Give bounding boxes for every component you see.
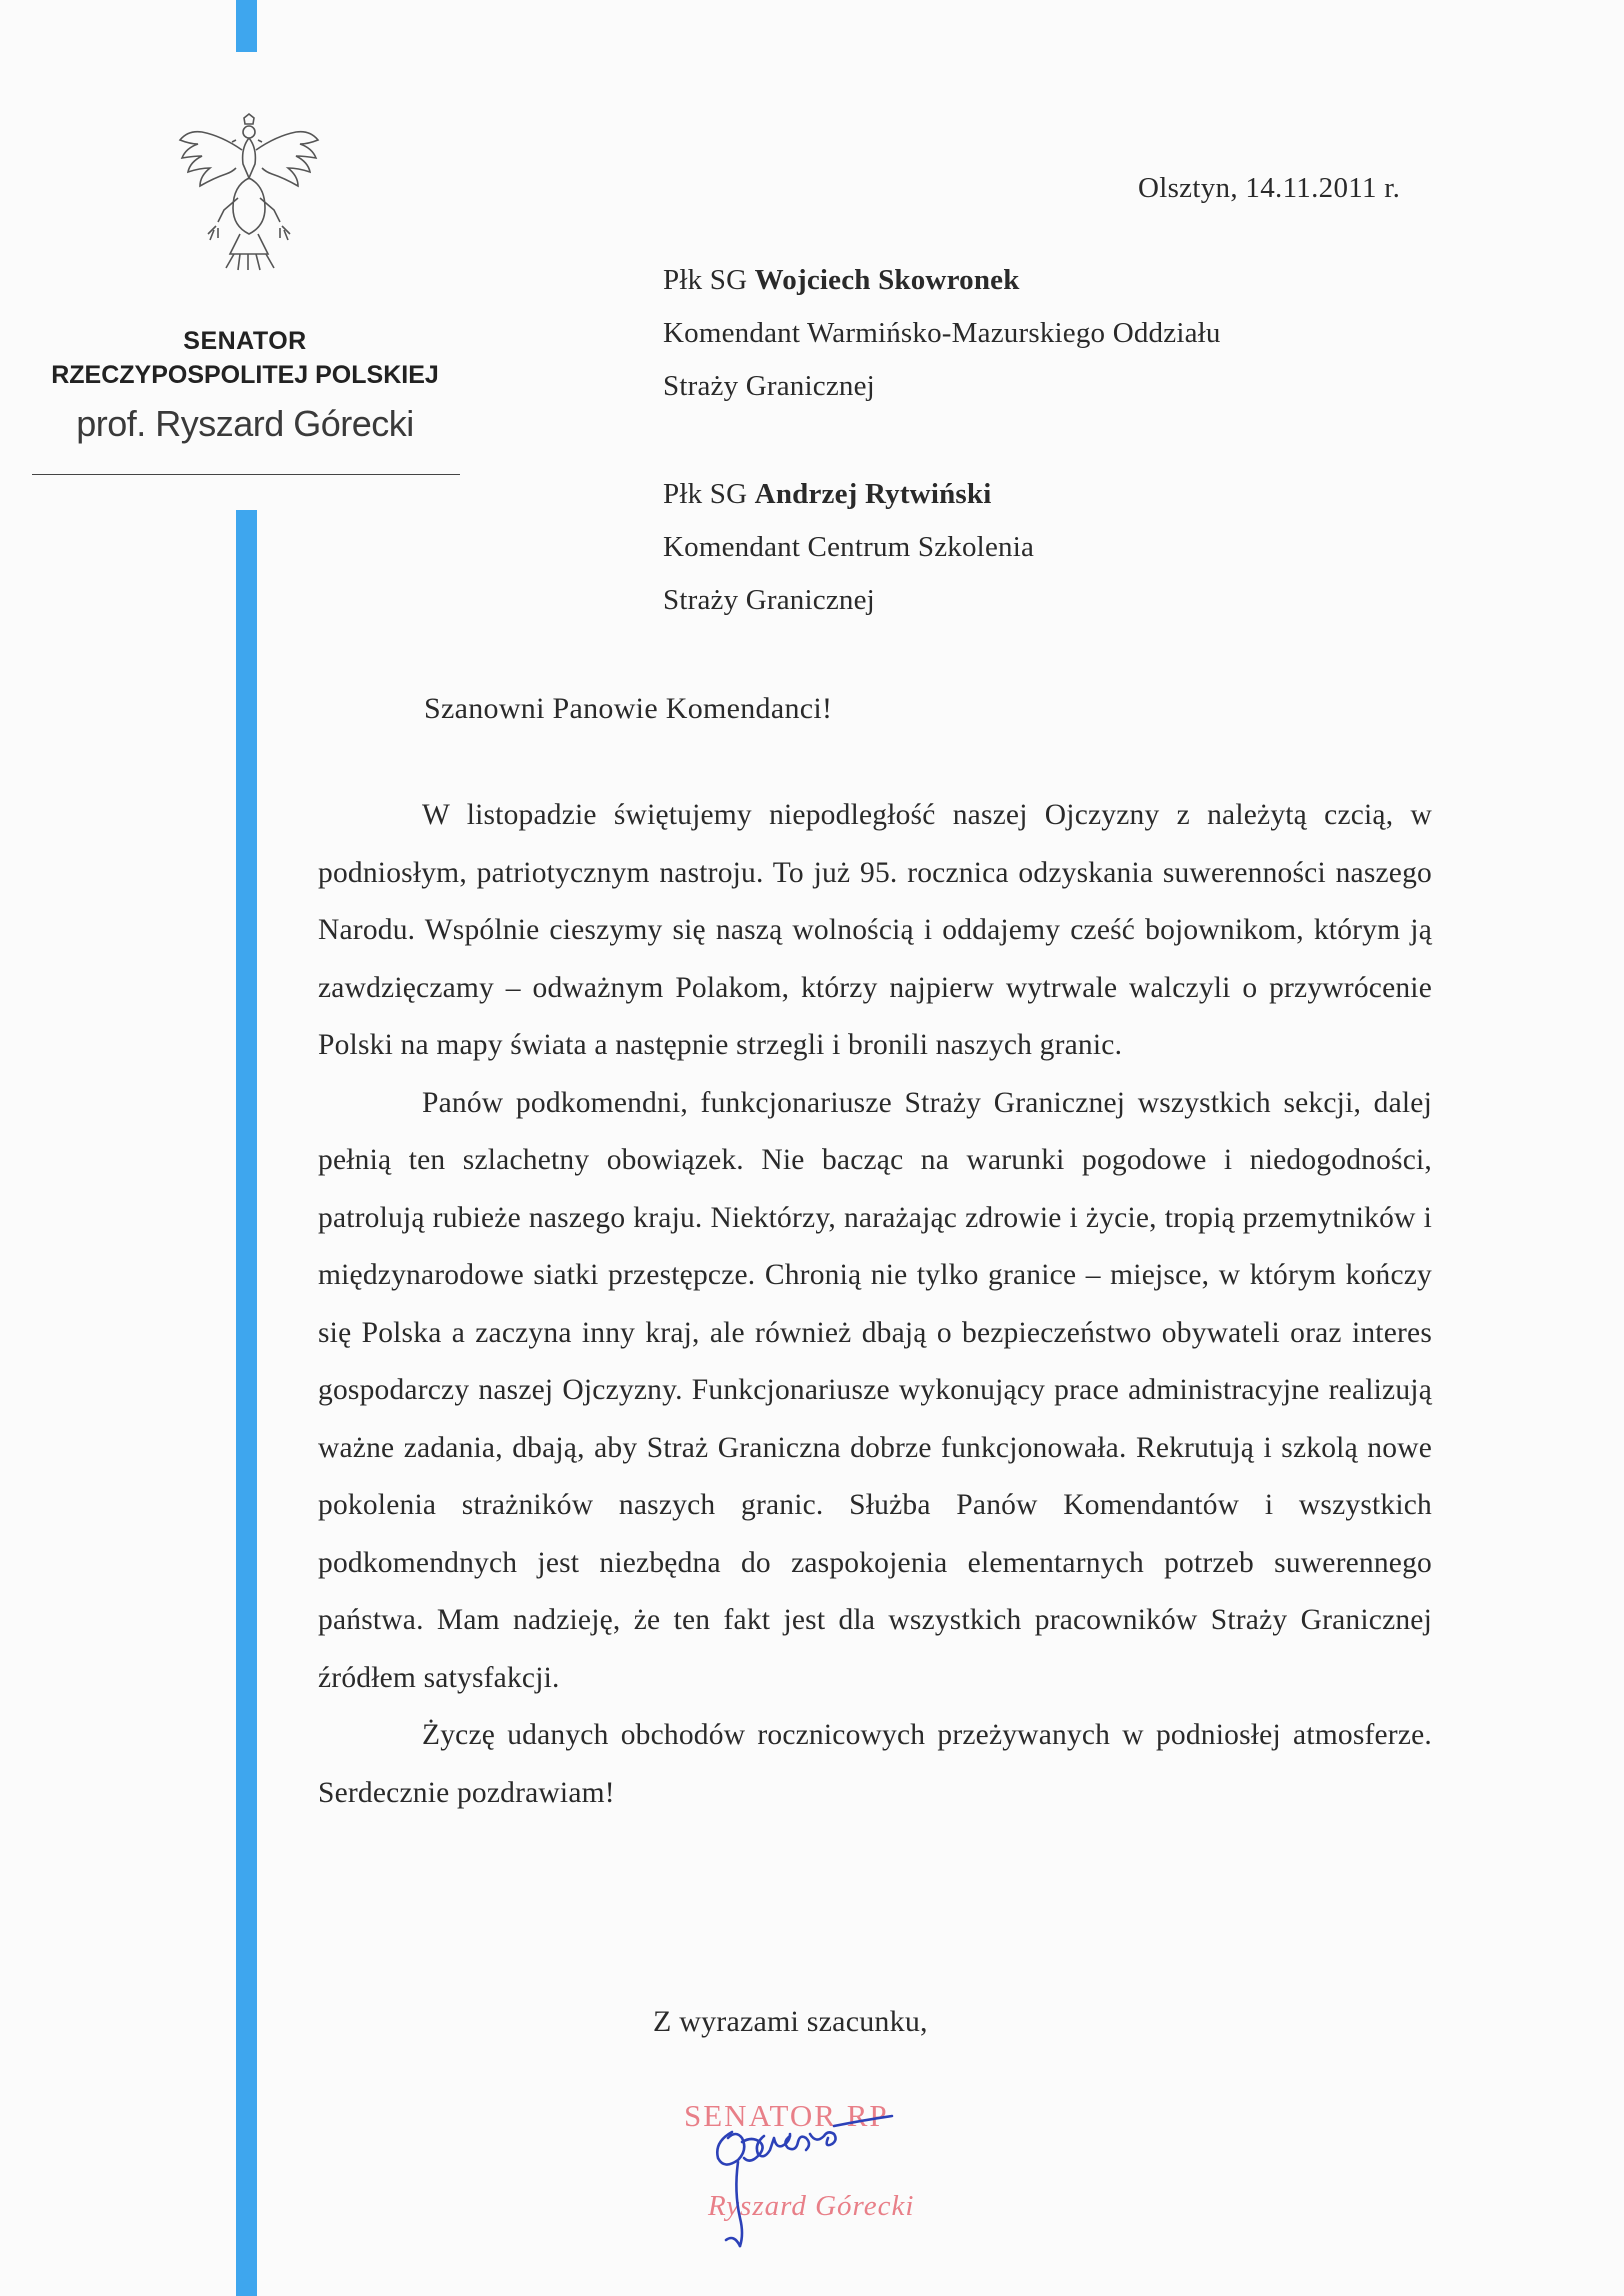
letterhead-divider: [32, 474, 460, 475]
recipient-name: Wojciech Skowronek: [754, 264, 1020, 296]
recipient-block: [663, 254, 1221, 413]
closing: Z wyrazami szacunku,: [653, 2005, 928, 2038]
body-paragraph: W listopadzie świętujemy niepodległość naszej Ojczyzny z należytą czcią, w podniosłym, patriotycznym nastroju. To już 95. rocznica odzyskania suwerenności naszego Narodu. Wspólnie cieszymy się naszą wolnością i oddajemy cześć bojownikom, którym ją zawdzięczamy – odważnym Polakom, którzy najpierw wytrwale walczyli o przywrócenie Polski na mapy świata a następnie strzegli i bronili naszych granic.: [318, 799, 1432, 1061]
letter-body: [318, 787, 1432, 1822]
recipient-name-line: [663, 468, 1034, 521]
body-paragraph: Życzę udanych obchodów rocznicowych przeżywanych w podniosłej atmosferze. Serdecznie pozdrawiam!: [318, 1719, 1432, 1809]
letter-date: Olsztyn, 14.11.2011 r.: [1138, 172, 1401, 204]
letterhead-title: SENATOR: [183, 327, 307, 355]
recipient-name-line: [663, 254, 1221, 307]
letterhead-subtitle: RZECZYPOSPOLITEJ POLSKIEJ: [51, 361, 439, 389]
letterhead: [20, 324, 470, 444]
recipient-rank: Płk SG: [663, 264, 755, 296]
recipient-rank: Płk SG: [663, 478, 755, 510]
accent-bar-side: [236, 510, 257, 2296]
handwritten-signature: [698, 2092, 928, 2272]
accent-bar-top: [236, 0, 257, 52]
recipient-block: [663, 468, 1034, 627]
stamp-name: Ryszard Górecki: [708, 2190, 915, 2222]
recipient-title: Straży Granicznej: [663, 584, 875, 616]
polish-eagle-emblem: [176, 112, 322, 274]
stamp-title: SENATOR RP: [684, 2098, 889, 2133]
body-paragraph: Panów podkomendni, funkcjonariusze Straży Granicznej wszystkich sekcji, dalej pełnią ten szlachetny obowiązek. Nie bacząc na warunki pogodowe i niedogodności, patrolują rubieże naszego kraju. Niektórzy, narażając zdrowie i życie, tropią przemytników i międzynarodowe siatki przestępcze. Chronią nie tylko granice – miejsce, w którym kończy się Polska a zaczyna inny kraj, ale również dbają o bezpieczeństwo obywateli oraz interes gospodarczy naszej Ojczyzny. Funkcjonariusze wykonujący prace administracyjne realizują ważne zadania, dbają, aby Straż Graniczna dobrze funkcjonowała. Rekrutują i szkolą nowe pokolenia strażników naszych granic. Służba Panów Komendantów i wszystkich podkomendnych jest niezbędna do zaspokojenia elementarnych potrzeb suwerennego państwa. Mam nadzieję, że ten fakt jest dla wszystkich pracowników Straży Granicznej źródłem satysfakcji.: [318, 1086, 1432, 1694]
recipient-title: Komendant Warmińsko-Mazurskiego Oddziału: [663, 317, 1221, 349]
salutation: Szanowni Panowie Komendanci!: [424, 692, 833, 725]
recipient-title: Komendant Centrum Szkolenia: [663, 531, 1035, 563]
recipient-title: Straży Granicznej: [663, 370, 875, 402]
recipient-name: Andrzej Rytwiński: [754, 478, 992, 510]
letterhead-name: prof. Ryszard Górecki: [76, 403, 414, 444]
